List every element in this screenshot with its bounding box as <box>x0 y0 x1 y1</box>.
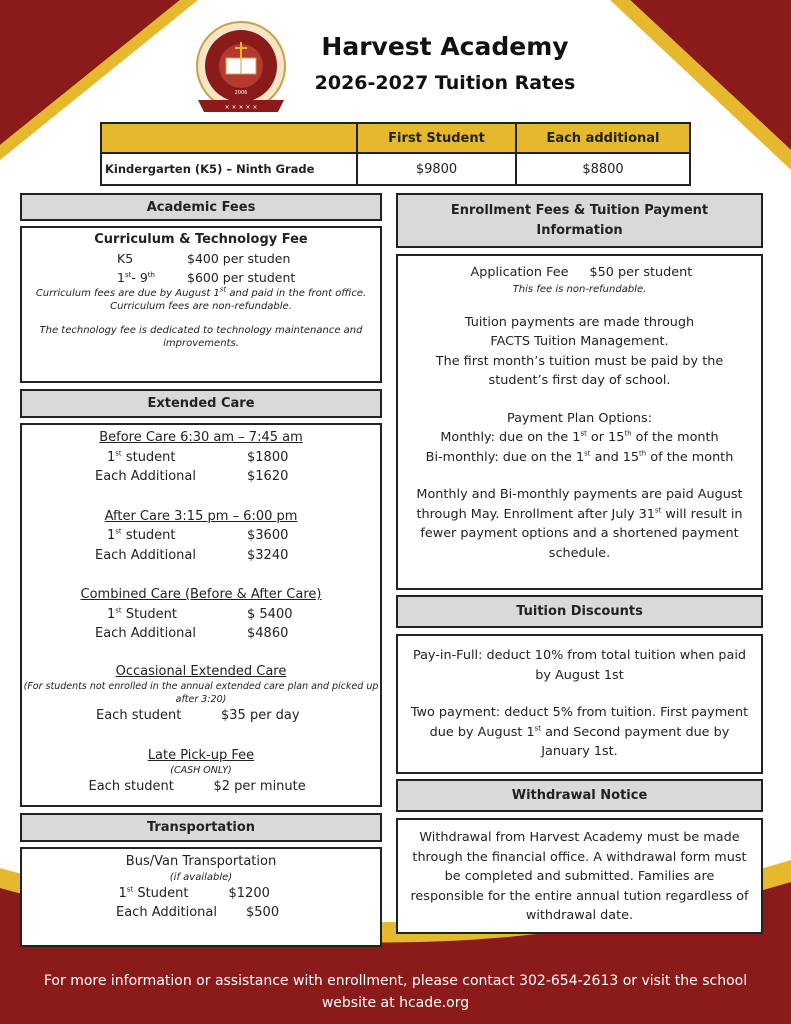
first-month-text: The first month’s tuition must be paid by the student’s first day of school. <box>435 353 724 388</box>
academic-fees-box <box>20 226 382 383</box>
tuition-discounts-box <box>396 634 763 774</box>
occasional-care-title: Occasional Extended Care <box>115 663 287 679</box>
page-subtitle: 2026-2027 Tuition Rates <box>314 72 576 94</box>
technology-fee-note: The technology fee is dedicated to technology maintenance and improvements. <box>39 325 363 349</box>
tuition-rates-table <box>100 122 691 186</box>
row-grade-label: Kindergarten (K5) – Ninth Grade <box>101 153 357 185</box>
transport-first-line: 1st Student $1200 <box>118 885 270 901</box>
occasional-care-line: Each student $35 per day <box>96 708 300 723</box>
school-crest-logo <box>186 14 296 122</box>
svg-text:× × × × ×: × × × × × <box>224 104 258 111</box>
transportation-header: Transportation <box>20 813 382 842</box>
transport-note: (if available) <box>169 872 233 883</box>
late-pickup-note: (CASH ONLY) <box>170 765 232 776</box>
footer-contact-text: For more information or assistance with enrollment, please contact 302-654-2613 or visit the school website at hcade.org <box>43 973 748 1011</box>
payment-schedule-text: Monthly and Bi-monthly payments are paid August through May. Enrollment after July 31st will result in fewer payment options and a shortened payment schedule. <box>416 487 743 561</box>
academic-fees-header: Academic Fees <box>20 193 382 221</box>
extended-care-header: Extended Care <box>20 389 382 418</box>
curriculum-nonrefundable-note: Curriculum fees are non-refundable. <box>110 301 292 312</box>
before-care-title: Before Care 6:30 am – 7:45 am <box>99 430 303 445</box>
curriculum-fee-title: Curriculum & Technology Fee <box>94 232 308 247</box>
extended-care-box <box>20 423 382 807</box>
monthly-plan-line: Monthly: due on the 1st or 15th of the month <box>440 429 719 445</box>
tuition-discounts-header: Tuition Discounts <box>396 595 763 628</box>
after-care-additional-line: Each Additional $3240 <box>95 547 289 563</box>
occasional-care-note: (For students not enrolled in the annual extended care plan and picked up after 3:20) <box>23 681 379 705</box>
late-pickup-title: Late Pick-up Fee <box>147 747 255 763</box>
transportation-box <box>20 847 382 947</box>
header-first-student: First Student <box>357 123 516 153</box>
combined-care-title: Combined Care (Before & After Care) <box>80 587 322 602</box>
page-title: Harvest Academy <box>321 32 569 61</box>
header-each-additional: Each additional <box>516 123 690 153</box>
withdrawal-notice-box <box>396 818 763 934</box>
pay-in-full-text: Pay-in-Full: deduct 10% from total tuition when paid by August 1st <box>412 648 747 683</box>
withdrawal-text: Withdrawal from Harvest Academy must be made through the financial office. A withdrawal form must be completed and submitted. Families are responsible for the entire annual tution regardless of withdrawal date. <box>410 830 749 923</box>
first-student-price: $9800 <box>357 153 516 185</box>
payment-plan-title: Payment Plan Options: <box>506 410 653 426</box>
tuition-table-header-row <box>101 123 690 153</box>
before-care-additional-line: Each Additional $1620 <box>95 469 289 484</box>
combined-care-additional-line: Each Additional $4860 <box>95 626 289 641</box>
combined-care-first-line: 1st Student $ 5400 <box>107 606 293 622</box>
application-fee-line: Application Fee $50 per student <box>470 265 693 280</box>
after-care-first-line: 1st student $3600 <box>107 527 289 543</box>
application-fee-note: This fee is non-refundable. <box>512 283 647 295</box>
withdrawal-notice-header: Withdrawal Notice <box>396 779 763 812</box>
header-blank-cell <box>101 123 357 153</box>
bimonthly-plan-line: Bi-monthly: due on the 1st and 15th of the month <box>425 449 734 465</box>
transport-title: Bus/Van Transportation <box>125 854 277 869</box>
k5-fee-line: K5 $400 per studen <box>117 251 291 266</box>
curriculum-due-note: Curriculum fees are due by August 1st and paid in the front office. <box>35 285 367 299</box>
before-care-first-line: 1st student $1800 <box>107 449 289 465</box>
facts-payment-text: Tuition payments are made through FACTS Tuition Management. <box>464 314 695 349</box>
two-payment-text: Two payment: deduct 5% from tuition. First payment due by August 1st and Second payment due by January 1st. <box>410 705 749 759</box>
enrollment-fees-box <box>396 254 763 590</box>
table-row <box>101 153 690 185</box>
enrollment-fees-header: Enrollment Fees & Tuition Payment Information <box>396 193 763 248</box>
grades-fee-line: 1st- 9th $600 per student <box>117 270 296 285</box>
additional-student-price: $8800 <box>516 153 690 185</box>
late-pickup-line: Each student $2 per minute <box>88 779 306 794</box>
after-care-title: After Care 3:15 pm – 6:00 pm <box>104 508 298 524</box>
logo-year-text: 2006 <box>234 90 248 96</box>
transport-additional-line: Each Additional $500 <box>116 905 280 920</box>
